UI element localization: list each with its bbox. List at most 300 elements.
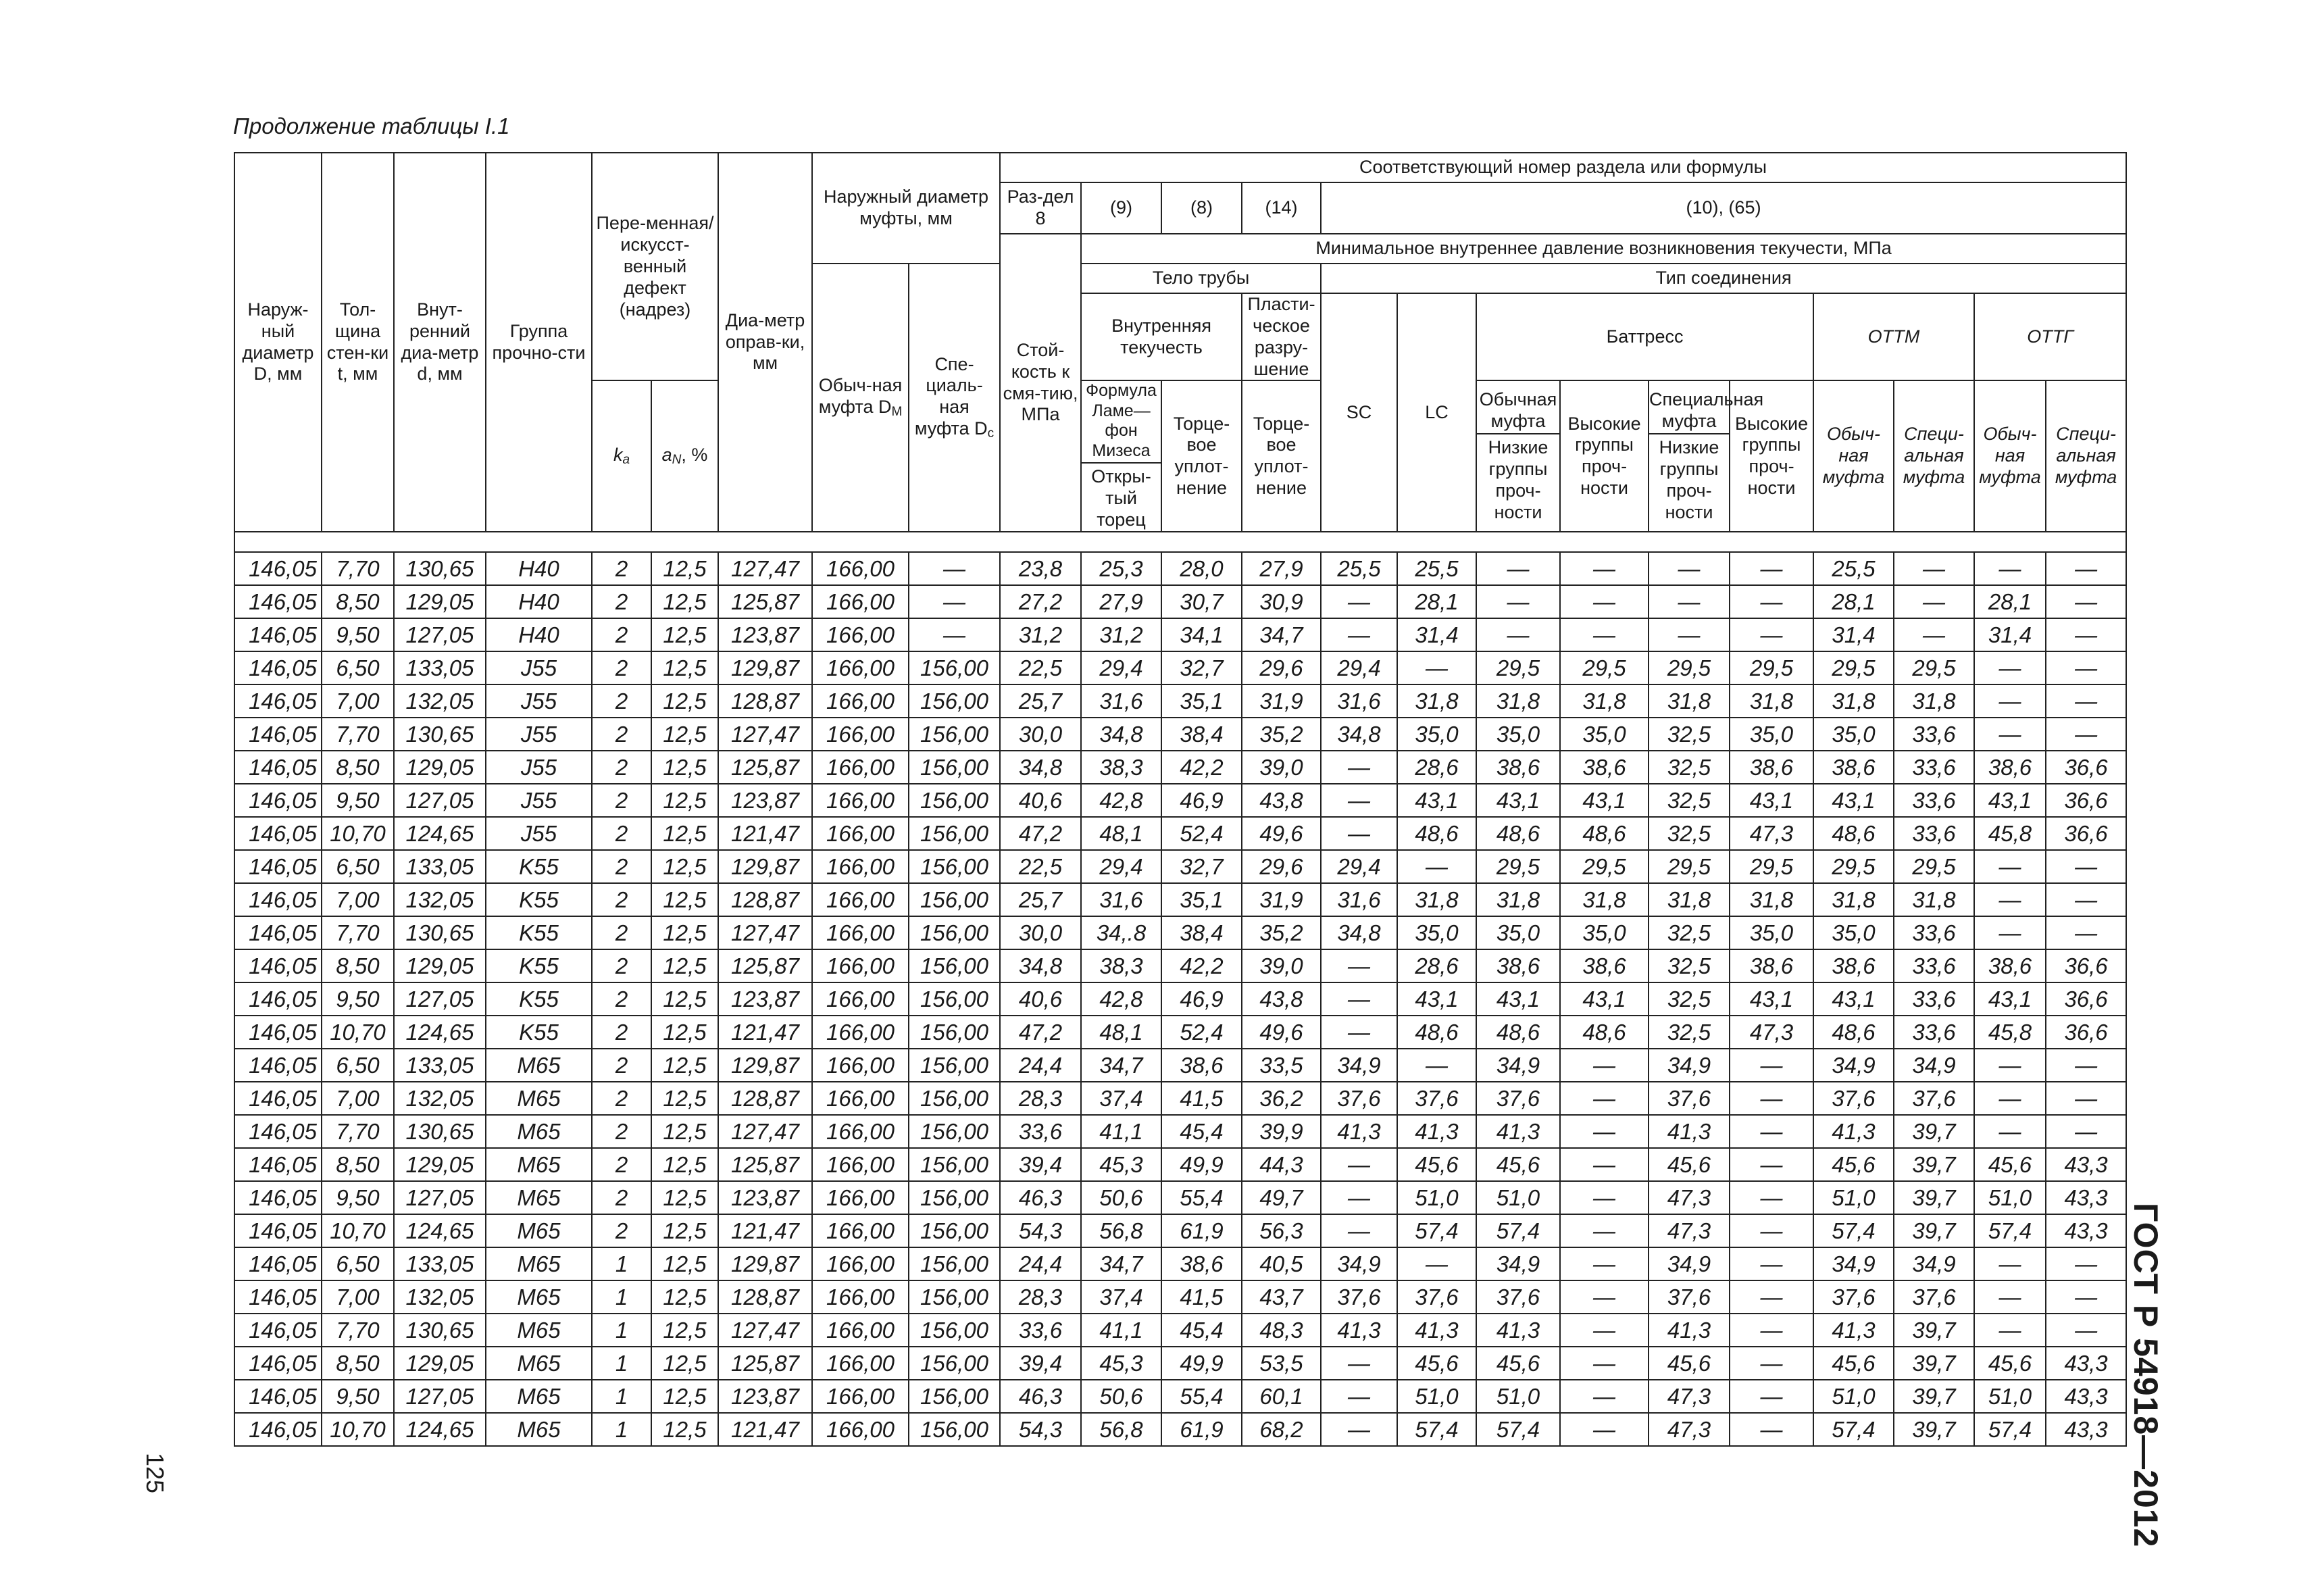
table-cell: 6,50	[322, 850, 394, 883]
table-cell: 47,3	[1649, 1413, 1730, 1446]
table-cell: 46,9	[1161, 784, 1242, 817]
table-cell: 156,00	[909, 982, 1000, 1016]
lame-formula-label: Формула Ламе—фон Мизеса	[1082, 381, 1161, 464]
table-cell: 2	[592, 916, 651, 949]
table-cell: 43,1	[1560, 784, 1649, 817]
table-cell: 12,5	[651, 817, 718, 850]
table-cell: —	[1397, 1247, 1476, 1280]
table-cell: 47,3	[1730, 817, 1813, 850]
table-cell: 43,1	[1730, 784, 1813, 817]
table-cell: 28,3	[1000, 1082, 1081, 1115]
col-ottm-special: Специ-альная муфта	[1894, 380, 1974, 532]
table-cell: —	[1974, 718, 2046, 751]
table-cell: 25,5	[1397, 552, 1476, 585]
table-cell: 1	[592, 1380, 651, 1413]
table-cell: 47,3	[1649, 1380, 1730, 1413]
table-cell: 35,0	[1730, 718, 1813, 751]
table-cell: 2	[592, 982, 651, 1016]
table-cell: 129,05	[394, 1347, 486, 1380]
table-cell: 39,7	[1894, 1380, 1974, 1413]
table-cell: 146,05	[234, 684, 322, 718]
table-cell: 29,4	[1321, 651, 1397, 684]
table-cell: 35,0	[1813, 718, 1894, 751]
table-cell: 29,5	[1894, 850, 1974, 883]
table-cell: 132,05	[394, 1082, 486, 1115]
table-cell: —	[1730, 1115, 1813, 1148]
table-cell: —	[1321, 1016, 1397, 1049]
table-cell: 7,00	[322, 1280, 394, 1314]
table-cell: 8,50	[322, 949, 394, 982]
table-cell: 12,5	[651, 1082, 718, 1115]
table-cell: 127,47	[718, 552, 812, 585]
table-cell: 31,2	[1081, 618, 1161, 651]
table-cell: —	[1560, 1181, 1649, 1214]
table-cell: 32,5	[1649, 949, 1730, 982]
table-cell: 37,6	[1813, 1280, 1894, 1314]
table-cell: 44,3	[1242, 1148, 1321, 1181]
table-row	[234, 1347, 2126, 1380]
table-cell: 60,1	[1242, 1380, 1321, 1413]
table-cell: 43,3	[2046, 1181, 2126, 1214]
table-cell: 156,00	[909, 718, 1000, 751]
table-cell: 56,8	[1081, 1413, 1161, 1446]
col-ottg-special: Специ-альная муфта	[2046, 380, 2126, 532]
table-cell: 166,00	[812, 1049, 909, 1082]
table-cell: 12,5	[651, 1115, 718, 1148]
table-cell: 39,4	[1000, 1347, 1081, 1380]
table-cell: 166,00	[812, 850, 909, 883]
table-cell: —	[1560, 1082, 1649, 1115]
table-cell: —	[1730, 585, 1813, 618]
table-cell: —	[1321, 784, 1397, 817]
table-cell: 12,5	[651, 618, 718, 651]
table-cell: 45,6	[1974, 1148, 2046, 1181]
table-cell: —	[1730, 1347, 1813, 1380]
table-cell: 43,3	[2046, 1347, 2126, 1380]
table-cell: 32,5	[1649, 751, 1730, 784]
table-cell: 156,00	[909, 1049, 1000, 1082]
table-cell: 35,0	[1560, 718, 1649, 751]
table-cell: M65	[486, 1214, 592, 1247]
table-cell: 30,7	[1161, 585, 1242, 618]
table-cell: J55	[486, 784, 592, 817]
table-cell: 166,00	[812, 1082, 909, 1115]
table-cell: —	[1894, 552, 1974, 585]
table-cell: —	[1560, 1049, 1649, 1082]
col-ottg-regular: Обыч-ная муфта	[1974, 380, 2046, 532]
table-cell: 27,2	[1000, 585, 1081, 618]
col-plastic-end-seal: Торце-вое уплот-нение	[1242, 380, 1321, 532]
table-cell: 123,87	[718, 1380, 812, 1413]
table-cell: 38,6	[1730, 751, 1813, 784]
table-cell: 156,00	[909, 1082, 1000, 1115]
table-cell: —	[2046, 684, 2126, 718]
table-cell: 1	[592, 1247, 651, 1280]
table-cell: 2	[592, 751, 651, 784]
table-cell: 30,0	[1000, 916, 1081, 949]
table-row	[234, 1115, 2126, 1148]
table-cell: —	[1730, 1082, 1813, 1115]
table-cell: 146,05	[234, 784, 322, 817]
table-row	[234, 850, 2126, 883]
table-row	[234, 1016, 2126, 1049]
table-cell: 25,3	[1081, 552, 1161, 585]
table-cell: 12,5	[651, 651, 718, 684]
table-cell: 37,6	[1397, 1082, 1476, 1115]
table-cell: 12,5	[651, 751, 718, 784]
table-cell: 7,70	[322, 718, 394, 751]
table-cell: 29,5	[1476, 651, 1560, 684]
table-cell: 34,7	[1081, 1247, 1161, 1280]
table-cell: 38,6	[1974, 751, 2046, 784]
table-cell: 48,1	[1081, 817, 1161, 850]
table-cell: K55	[486, 916, 592, 949]
table-cell: 27,9	[1081, 585, 1161, 618]
table-cell: 29,5	[1894, 651, 1974, 684]
table-cell: 146,05	[234, 585, 322, 618]
table-cell: 146,05	[234, 949, 322, 982]
col-ottm-regular: Обыч-ная муфта	[1813, 380, 1894, 532]
table-cell: 28,6	[1397, 751, 1476, 784]
table-cell: 146,05	[234, 751, 322, 784]
table-cell: 48,3	[1242, 1314, 1321, 1347]
table-cell: 43,1	[1813, 982, 1894, 1016]
table-cell: 34,9	[1894, 1049, 1974, 1082]
table-row	[234, 883, 2126, 916]
standard-designation: ГОСТ Р 54918—2012	[2127, 1203, 2165, 1548]
table-cell: 12,5	[651, 1214, 718, 1247]
table-cell: 10,70	[322, 1413, 394, 1446]
table-cell: 30,0	[1000, 718, 1081, 751]
table-cell: 31,8	[1476, 883, 1560, 916]
table-cell: —	[1321, 751, 1397, 784]
table-cell: 166,00	[812, 751, 909, 784]
table-cell: 48,6	[1813, 817, 1894, 850]
table-cell: —	[1560, 1380, 1649, 1413]
table-cell: 35,2	[1242, 718, 1321, 751]
table-cell: —	[1476, 618, 1560, 651]
table-cell: 61,9	[1161, 1214, 1242, 1247]
table-cell: 7,00	[322, 1082, 394, 1115]
table-cell: 2	[592, 1016, 651, 1049]
col-btr-regular-high: Высокие группы проч-ности	[1560, 380, 1649, 532]
table-cell: 6,50	[322, 651, 394, 684]
table-row	[234, 982, 2126, 1016]
table-cell: M65	[486, 1280, 592, 1314]
table-cell: 41,3	[1476, 1115, 1560, 1148]
table-cell: 2	[592, 1049, 651, 1082]
table-cell: 56,8	[1081, 1214, 1161, 1247]
table-cell: —	[1397, 1049, 1476, 1082]
table-cell: 33,5	[1242, 1049, 1321, 1082]
table-cell: 31,6	[1081, 684, 1161, 718]
table-cell: M65	[486, 1347, 592, 1380]
table-cell: 48,6	[1476, 1016, 1560, 1049]
table-cell: 41,5	[1161, 1082, 1242, 1115]
table-cell: —	[1321, 1380, 1397, 1413]
table-cell: 29,5	[1560, 651, 1649, 684]
table-cell: 41,3	[1397, 1314, 1476, 1347]
table-cell: 7,70	[322, 916, 394, 949]
table-cell: 31,8	[1476, 684, 1560, 718]
formula-9: (9)	[1081, 182, 1161, 234]
table-cell: 12,5	[651, 1148, 718, 1181]
table-cell: 36,6	[2046, 949, 2126, 982]
table-cell: —	[1476, 552, 1560, 585]
table-cell: 2	[592, 1214, 651, 1247]
col-btr-special-low: Специальная муфта Низкие группы проч-ности	[1649, 380, 1730, 532]
table-cell: 35,0	[1560, 916, 1649, 949]
table-cell: 156,00	[909, 1380, 1000, 1413]
table-cell: —	[1730, 1181, 1813, 1214]
table-cell: 33,6	[1894, 751, 1974, 784]
table-row	[234, 585, 2126, 618]
table-cell: 2	[592, 585, 651, 618]
table-cell: 12,5	[651, 684, 718, 718]
table-cell: —	[1974, 850, 2046, 883]
table-cell: 45,3	[1081, 1148, 1161, 1181]
table-cell: 37,6	[1894, 1082, 1974, 1115]
table-cell: 12,5	[651, 1380, 718, 1413]
table-cell: 45,6	[1649, 1347, 1730, 1380]
table-row	[234, 751, 2126, 784]
connection-type-header: Тип соединения	[1321, 264, 2126, 293]
table-cell: —	[1321, 1148, 1397, 1181]
table-cell: —	[1974, 651, 2046, 684]
table-cell: 51,0	[1397, 1380, 1476, 1413]
table-cell: —	[1649, 585, 1730, 618]
table-cell: 51,0	[1476, 1181, 1560, 1214]
table-cell: 39,7	[1894, 1413, 1974, 1446]
table-cell: —	[1560, 1115, 1649, 1148]
table-cell: 35,0	[1397, 718, 1476, 751]
table-cell: 38,3	[1081, 949, 1161, 982]
table-cell: 29,5	[1730, 850, 1813, 883]
table-cell: 31,6	[1321, 883, 1397, 916]
table-cell: 8,50	[322, 1148, 394, 1181]
table-row	[234, 817, 2126, 850]
table-cell: 10,70	[322, 1214, 394, 1247]
table-cell: 54,3	[1000, 1413, 1081, 1446]
table-cell: 2	[592, 618, 651, 651]
table-cell: 34,.8	[1081, 916, 1161, 949]
table-cell: 38,6	[1560, 949, 1649, 982]
table-cell: 25,5	[1813, 552, 1894, 585]
table-row	[234, 718, 2126, 751]
table-cell: 130,65	[394, 916, 486, 949]
table-cell: —	[1321, 817, 1397, 850]
table-cell: 41,3	[1649, 1115, 1730, 1148]
table-cell: 43,3	[2046, 1380, 2126, 1413]
table-cell: 31,8	[1560, 684, 1649, 718]
table-cell: 39,0	[1242, 949, 1321, 982]
table-cell: 48,6	[1476, 817, 1560, 850]
table-cell: 2	[592, 817, 651, 850]
table-cell: 56,3	[1242, 1214, 1321, 1247]
table-cell: 46,3	[1000, 1380, 1081, 1413]
table-cell: 1	[592, 1280, 651, 1314]
table-cell: —	[1974, 1280, 2046, 1314]
table-cell: 156,00	[909, 784, 1000, 817]
table-cell: 48,6	[1397, 817, 1476, 850]
col-ka: $k_a$	[592, 380, 651, 532]
table-cell: 32,7	[1161, 850, 1242, 883]
table-cell: 10,70	[322, 1016, 394, 1049]
table-cell: M65	[486, 1413, 592, 1446]
table-cell: 156,00	[909, 1314, 1000, 1347]
table-cell: 128,87	[718, 883, 812, 916]
table-cell: 43,1	[1560, 982, 1649, 1016]
table-cell: 2	[592, 684, 651, 718]
table-cell: 146,05	[234, 1314, 322, 1347]
table-cell: 156,00	[909, 1247, 1000, 1280]
table-cell: 37,6	[1321, 1082, 1397, 1115]
table-cell: 34,8	[1000, 949, 1081, 982]
table-cell: 35,0	[1397, 916, 1476, 949]
table-cell: —	[1560, 1247, 1649, 1280]
table-cell: —	[1321, 1347, 1397, 1380]
table-cell: 31,8	[1560, 883, 1649, 916]
table-cell: 36,6	[2046, 817, 2126, 850]
table-cell: 29,4	[1321, 850, 1397, 883]
table-cell: —	[1974, 1049, 2046, 1082]
table-cell: 41,3	[1321, 1314, 1397, 1347]
col-coupling-od: Наружный диаметр муфты, мм	[812, 153, 1000, 264]
table-row	[234, 1214, 2126, 1247]
table-cell: 35,0	[1476, 916, 1560, 949]
table-cell: 127,47	[718, 718, 812, 751]
table-cell: 146,05	[234, 916, 322, 949]
table-cell: 146,05	[234, 1413, 322, 1446]
table-cell: 34,8	[1081, 718, 1161, 751]
col-sc: SC	[1321, 293, 1397, 532]
table-cell: —	[1321, 982, 1397, 1016]
table-cell: —	[1397, 850, 1476, 883]
table-cell: 129,87	[718, 1049, 812, 1082]
table-cell: 124,65	[394, 1016, 486, 1049]
table-cell: 31,8	[1397, 684, 1476, 718]
table-cell: 57,4	[1813, 1413, 1894, 1446]
table-cell: 12,5	[651, 1181, 718, 1214]
table-cell: —	[1397, 651, 1476, 684]
table-cell: 129,05	[394, 585, 486, 618]
table-cell: 166,00	[812, 585, 909, 618]
table-cell: 2	[592, 883, 651, 916]
table-cell: 53,5	[1242, 1347, 1321, 1380]
table-cell: —	[1730, 618, 1813, 651]
table-cell: K55	[486, 850, 592, 883]
table-cell: 29,5	[1649, 651, 1730, 684]
table-cell: 166,00	[812, 1016, 909, 1049]
table-cell: 35,0	[1813, 916, 1894, 949]
table-cell: 36,6	[2046, 784, 2126, 817]
table-cell: J55	[486, 684, 592, 718]
formula-10-65: (10), (65)	[1321, 182, 2126, 234]
table-cell: 166,00	[812, 949, 909, 982]
table-cell: 166,00	[812, 552, 909, 585]
table-cell: 128,87	[718, 1280, 812, 1314]
table-cell: 39,7	[1894, 1115, 1974, 1148]
table-cell: 33,6	[1894, 982, 1974, 1016]
table-header	[234, 153, 2126, 552]
table-cell: 29,5	[1813, 850, 1894, 883]
table-cell: 45,6	[1813, 1347, 1894, 1380]
table-cell: 133,05	[394, 651, 486, 684]
page-number: 125	[141, 1453, 169, 1494]
table-cell: 57,4	[1974, 1413, 2046, 1446]
table-cell: 57,4	[1813, 1214, 1894, 1247]
table-cell: 22,5	[1000, 651, 1081, 684]
table-cell: 9,50	[322, 982, 394, 1016]
table-cell: 166,00	[812, 651, 909, 684]
table-cell: 43,1	[1813, 784, 1894, 817]
table-row	[234, 1280, 2126, 1314]
table-cell: 12,5	[651, 850, 718, 883]
table-cell: 146,05	[234, 1247, 322, 1280]
table-cell: J55	[486, 751, 592, 784]
table-cell: —	[1649, 618, 1730, 651]
table-cell: 22,5	[1000, 850, 1081, 883]
table-row	[234, 1049, 2126, 1082]
table-cell: 2	[592, 850, 651, 883]
table-cell: J55	[486, 718, 592, 751]
table-cell: 9,50	[322, 1380, 394, 1413]
table-cell: 41,3	[1813, 1314, 1894, 1347]
table-row	[234, 1413, 2126, 1446]
table-cell: 121,47	[718, 1214, 812, 1247]
table-cell: 28,6	[1397, 949, 1476, 982]
table-cell: 45,6	[1813, 1148, 1894, 1181]
table-cell: 39,7	[1894, 1214, 1974, 1247]
table-cell: 146,05	[234, 850, 322, 883]
table-cell: 38,6	[1161, 1247, 1242, 1280]
table-cell: 36,6	[2046, 751, 2126, 784]
table-cell: 166,00	[812, 916, 909, 949]
table-cell: 166,00	[812, 1347, 909, 1380]
table-cell: 31,8	[1649, 684, 1730, 718]
table-caption: Продолжение таблицы I.1	[233, 114, 510, 139]
table-cell: 68,2	[1242, 1413, 1321, 1446]
table-cell: 25,5	[1321, 552, 1397, 585]
table-cell: 6,50	[322, 1247, 394, 1280]
table-cell: 39,7	[1894, 1314, 1974, 1347]
table-cell: 9,50	[322, 784, 394, 817]
table-cell: 47,2	[1000, 817, 1081, 850]
table-cell: —	[1974, 1247, 2046, 1280]
table-cell: 129,05	[394, 949, 486, 982]
table-cell: 48,6	[1560, 817, 1649, 850]
table-cell: 146,05	[234, 651, 322, 684]
table-cell: 129,87	[718, 1247, 812, 1280]
table-cell: 43,3	[2046, 1214, 2126, 1247]
table-cell: —	[1974, 552, 2046, 585]
table-cell: 49,6	[1242, 1016, 1321, 1049]
table-cell: —	[2046, 883, 2126, 916]
table-cell: 2	[592, 1115, 651, 1148]
table-cell: 42,8	[1081, 784, 1161, 817]
table-cell: 41,1	[1081, 1314, 1161, 1347]
table-cell: 32,5	[1649, 916, 1730, 949]
table-cell: 38,6	[1813, 751, 1894, 784]
table-cell: 29,4	[1081, 651, 1161, 684]
table-cell: 47,3	[1649, 1181, 1730, 1214]
table-cell: 125,87	[718, 585, 812, 618]
table-cell: 146,05	[234, 1347, 322, 1380]
table-cell: 39,7	[1894, 1181, 1974, 1214]
table-cell: 124,65	[394, 817, 486, 850]
table-cell: 166,00	[812, 1380, 909, 1413]
table-cell: M65	[486, 1148, 592, 1181]
